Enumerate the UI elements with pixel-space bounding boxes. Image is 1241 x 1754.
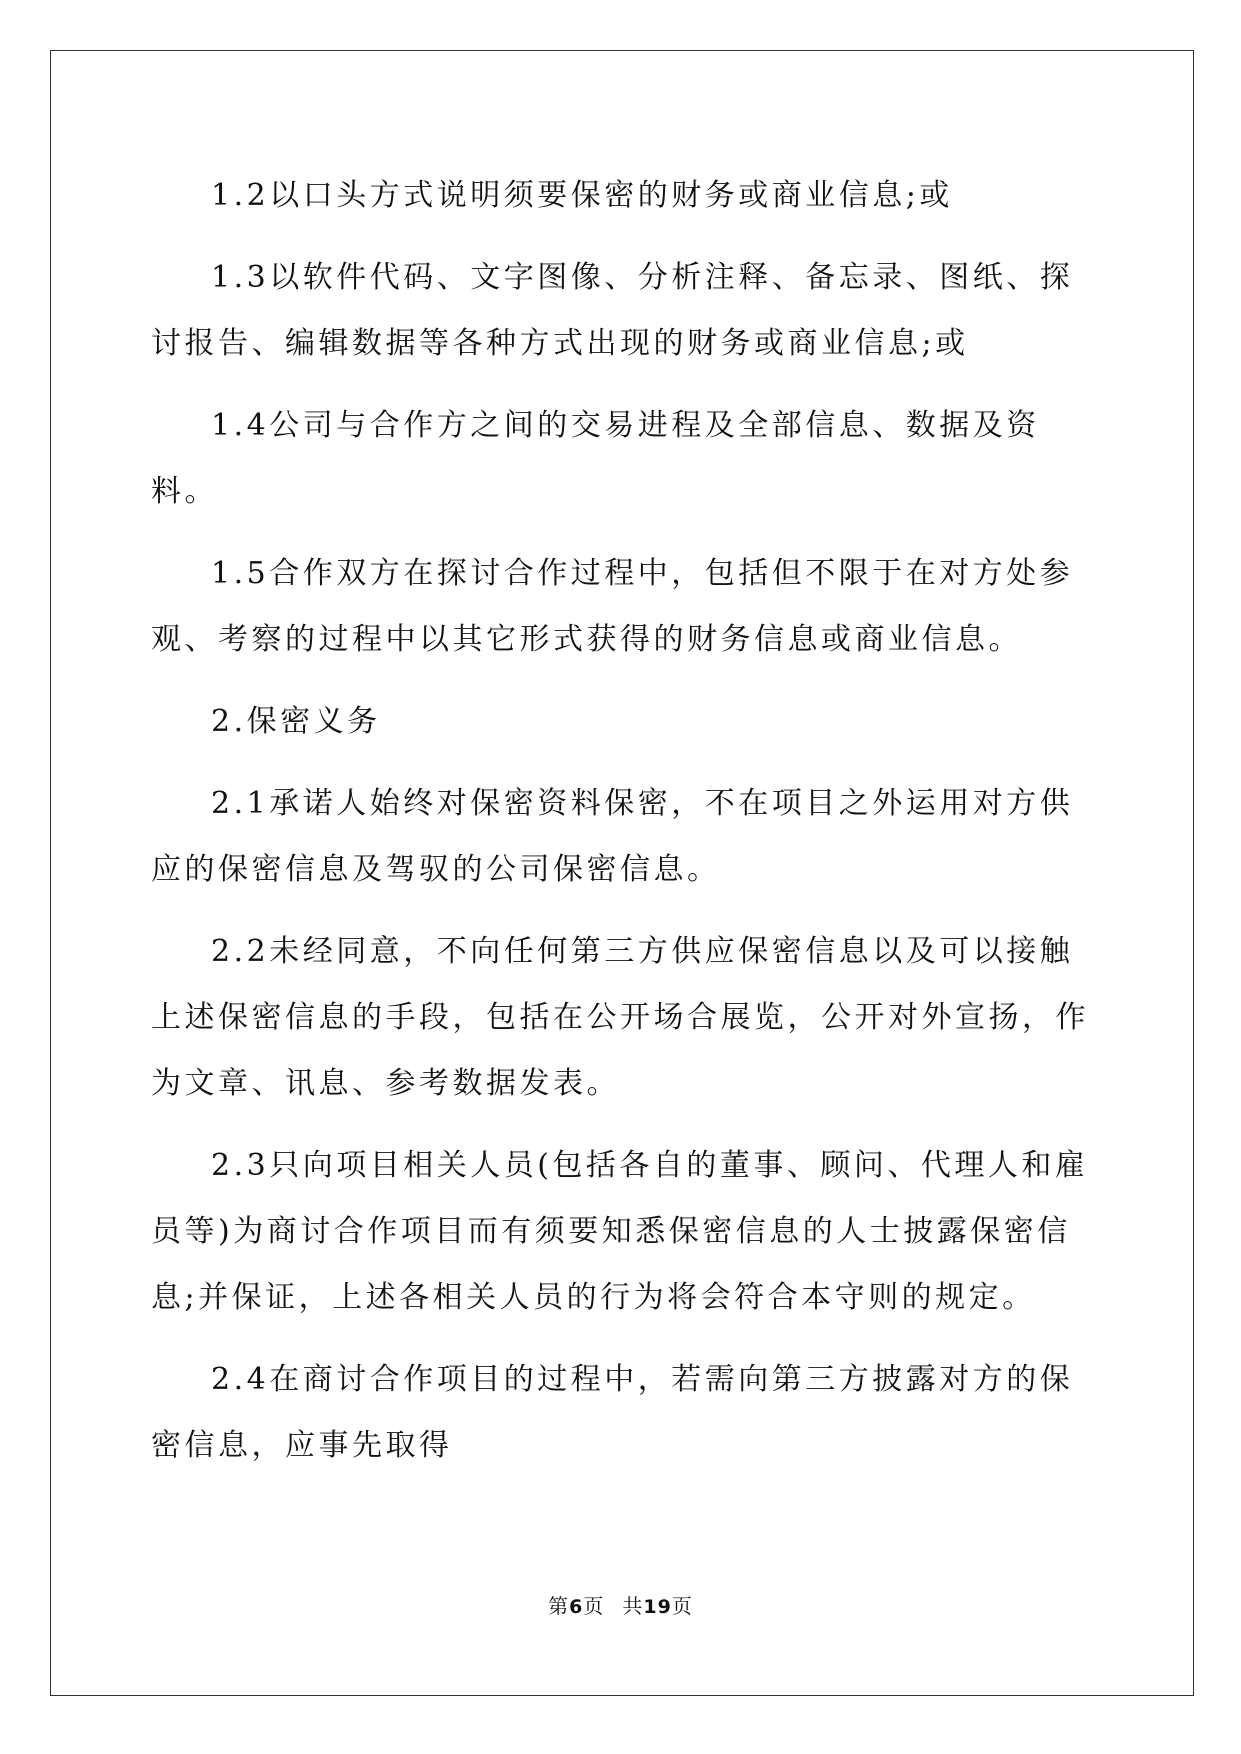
paragraph-1-5: 1.5合作双方在探讨合作过程中，包括但不限于在对方处参观、考察的过程中以其它形式获得的财务信息或商业信息。 [151,556,1074,657]
paragraph-2-2: 2.2未经同意，不向任何第三方供应保密信息以及可以接触上述保密信息的手段，包括在公开场合展览，公开对外宣扬，作为文章、讯息、参考数据发表。 [151,934,1089,1101]
paragraph-1-2: 1.2以口头方式说明须要保密的财务或商业信息;或 [211,178,953,213]
footer-page-suffix: 页 [583,1594,605,1618]
document-body [151,163,1101,1495]
paragraph-2-1: 2.1承诺人始终对保密资料保密，不在项目之外运用对方供应的保密信息及驾驭的公司保密信息。 [151,786,1074,887]
section-heading-2: 2.保密义务 [211,704,381,739]
page-footer [0,1590,1241,1619]
current-page-number: 6 [569,1596,584,1618]
footer-total-prefix: 共 [622,1594,644,1618]
total-pages-number: 19 [643,1596,672,1618]
paragraph-1-3: 1.3以软件代码、文字图像、分析注释、备忘录、图纸、探讨报告、编辑数据等各种方式出现的财务或商业信息;或 [151,260,1074,361]
paragraph-2-3: 2.3只向项目相关人员(包括各自的董事、顾问、代理人和雇员等)为商讨合作项目而有须要知悉保密信息的人士披露保密信息;并保证，上述各相关人员的行为将会符合本守则的规定。 [151,1148,1089,1315]
paragraph-1-4: 1.4公司与合作方之间的交易进程及全部信息、数据及资料。 [151,408,1040,509]
paragraph-2-4: 2.4在商讨合作项目的过程中，若需向第三方披露对方的保密信息，应事先取得 [151,1362,1074,1463]
footer-prefix: 第 [548,1594,570,1618]
footer-total-suffix: 页 [671,1594,693,1618]
